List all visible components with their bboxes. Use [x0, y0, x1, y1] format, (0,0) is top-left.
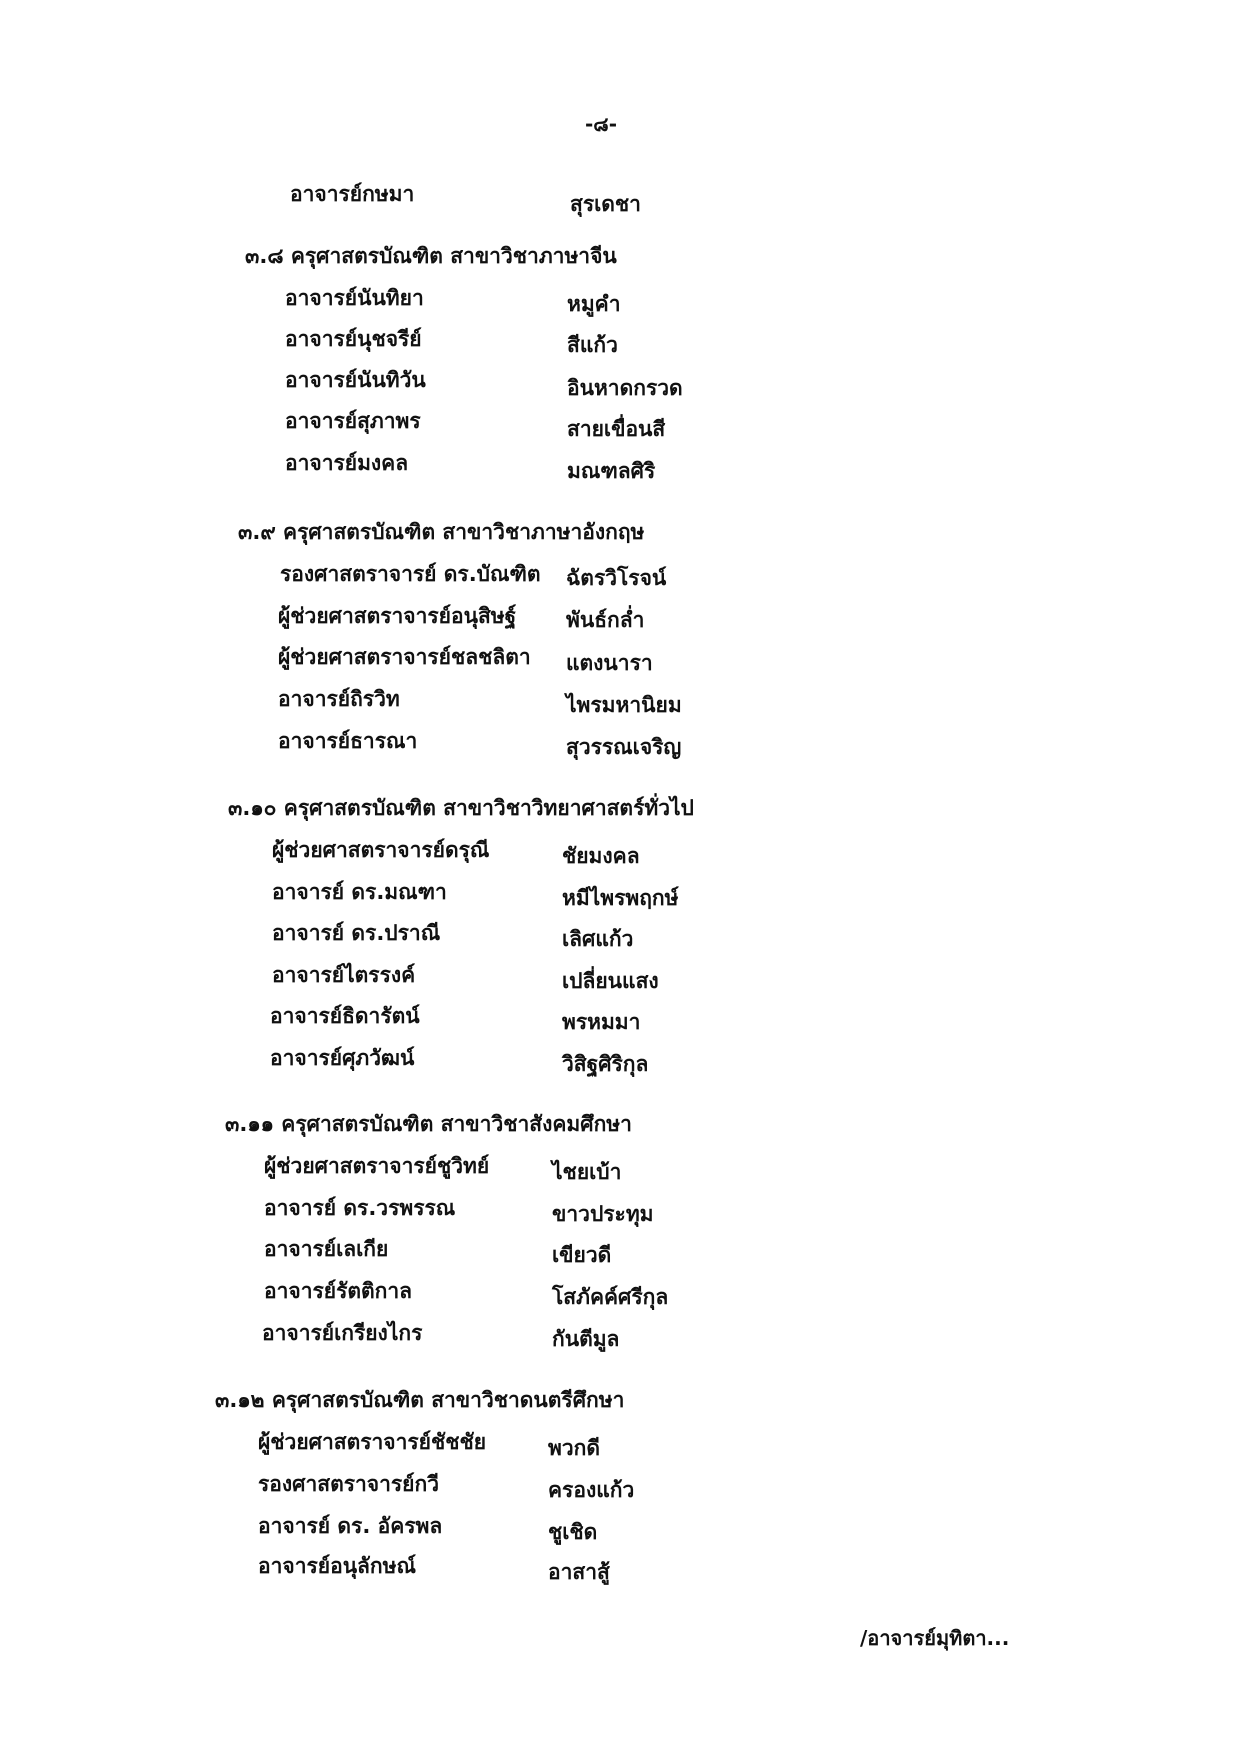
member-name: อาจารย์ศุภวัฒน์	[270, 1046, 415, 1070]
member-surname: ชัยมงคล	[562, 844, 640, 868]
member-name: อาจารย์มงคล	[285, 451, 409, 475]
member-surname: เขียวดี	[552, 1243, 612, 1267]
member-surname: ไพรมหานิยม	[566, 693, 682, 717]
member-name: อาจารย์เกรียงไกร	[262, 1321, 423, 1345]
member-name: รองศาสตราจารย์ ดร.บัณฑิต	[280, 562, 541, 586]
member-surname: สุวรรณเจริญ	[566, 735, 682, 759]
member-name: ผู้ช่วยศาสตราจารย์ดรุณี	[272, 838, 490, 862]
member-surname: พันธ์กล่ำ	[566, 608, 645, 632]
member-surname: โสภัคค์ศรีกุล	[552, 1285, 669, 1309]
member-name: อาจารย์ไตรรงค์	[272, 963, 416, 987]
member-name: อาจารย์ ดร.วรพรรณ	[264, 1196, 456, 1220]
member-surname: หมีไพรพฤกษ์	[562, 886, 679, 910]
member-name: อาจารย์นุชจรีย์	[285, 327, 422, 351]
member-surname: พวกดี	[548, 1436, 600, 1460]
member-name: อาจารย์กษมา	[290, 182, 415, 206]
section-heading: ๓.๘ ครุศาสตรบัณฑิต สาขาวิชาภาษาจีน	[245, 244, 617, 268]
member-name: รองศาสตราจารย์กวี	[258, 1472, 439, 1496]
member-name: อาจารย์นันทิวัน	[285, 368, 426, 392]
member-surname: สุรเดชา	[570, 192, 641, 216]
member-name: ผู้ช่วยศาสตราจารย์อนุสิษฐ์	[278, 604, 517, 628]
member-surname: ฉัตรวิโรจน์	[566, 566, 667, 590]
member-name: อาจารย์ ดร.ปราณี	[272, 921, 441, 945]
member-name: ผู้ช่วยศาสตราจารย์ชัชชัย	[258, 1430, 487, 1454]
member-name: อาจารย์นันทิยา	[285, 286, 424, 310]
member-surname: หมูคำ	[567, 292, 621, 316]
member-name: อาจารย์ถิรวิท	[278, 687, 400, 711]
member-surname: ชูเชิด	[548, 1520, 598, 1544]
member-surname: สายเขื่อนสี	[567, 417, 666, 441]
continuation-footer: /อาจารย์มุทิตา...	[860, 1626, 1010, 1650]
member-surname: อินหาดกรวด	[567, 376, 683, 400]
member-surname: สีแก้ว	[567, 333, 618, 357]
member-name: อาจารย์เลเกีย	[264, 1237, 389, 1261]
page-number: -๘-	[585, 112, 618, 136]
member-surname: ขาวประทุม	[552, 1202, 654, 1226]
member-name: อาจารย์ ดร. อัครพล	[258, 1514, 443, 1538]
member-name: ผู้ช่วยศาสตราจารย์ชลชลิตา	[278, 645, 531, 669]
member-name: อาจารย์รัตติกาล	[264, 1279, 413, 1303]
member-surname: ไชยเบ้า	[552, 1160, 622, 1184]
section-heading: ๓.๑๐ ครุศาสตรบัณฑิต สาขาวิชาวิทยาศาสตร์ทั่วไป	[228, 796, 694, 820]
section-heading: ๓.๑๒ ครุศาสตรบัณฑิต สาขาวิชาดนตรีศึกษา	[215, 1388, 625, 1412]
member-name: อาจารย์ธารณา	[278, 729, 418, 753]
section-heading: ๓.๑๑ ครุศาสตรบัณฑิต สาขาวิชาสังคมศึกษา	[225, 1112, 632, 1136]
member-name: อาจารย์สุภาพร	[285, 409, 421, 433]
member-surname: วิสิฐศิริกุล	[562, 1052, 649, 1076]
member-surname: พรหมมา	[562, 1010, 641, 1034]
member-name: ผู้ช่วยศาสตราจารย์ชูวิทย์	[264, 1154, 490, 1178]
member-surname: เลิศแก้ว	[562, 927, 634, 951]
member-surname: อาสาสู้	[548, 1560, 610, 1584]
member-surname: มณฑลศิริ	[567, 459, 656, 483]
section-heading: ๓.๙ ครุศาสตรบัณฑิต สาขาวิชาภาษาอังกฤษ	[238, 520, 645, 544]
member-name: อาจารย์ ดร.มณฑา	[272, 880, 447, 904]
member-surname: เปลี่ยนแสง	[562, 969, 659, 993]
member-surname: แตงนารา	[566, 651, 653, 675]
member-name: อาจารย์อนุลักษณ์	[258, 1554, 416, 1578]
member-surname: ครองแก้ว	[548, 1478, 635, 1502]
member-surname: กันตีมูล	[552, 1327, 620, 1351]
member-name: อาจารย์ธิดารัตน์	[270, 1004, 420, 1028]
